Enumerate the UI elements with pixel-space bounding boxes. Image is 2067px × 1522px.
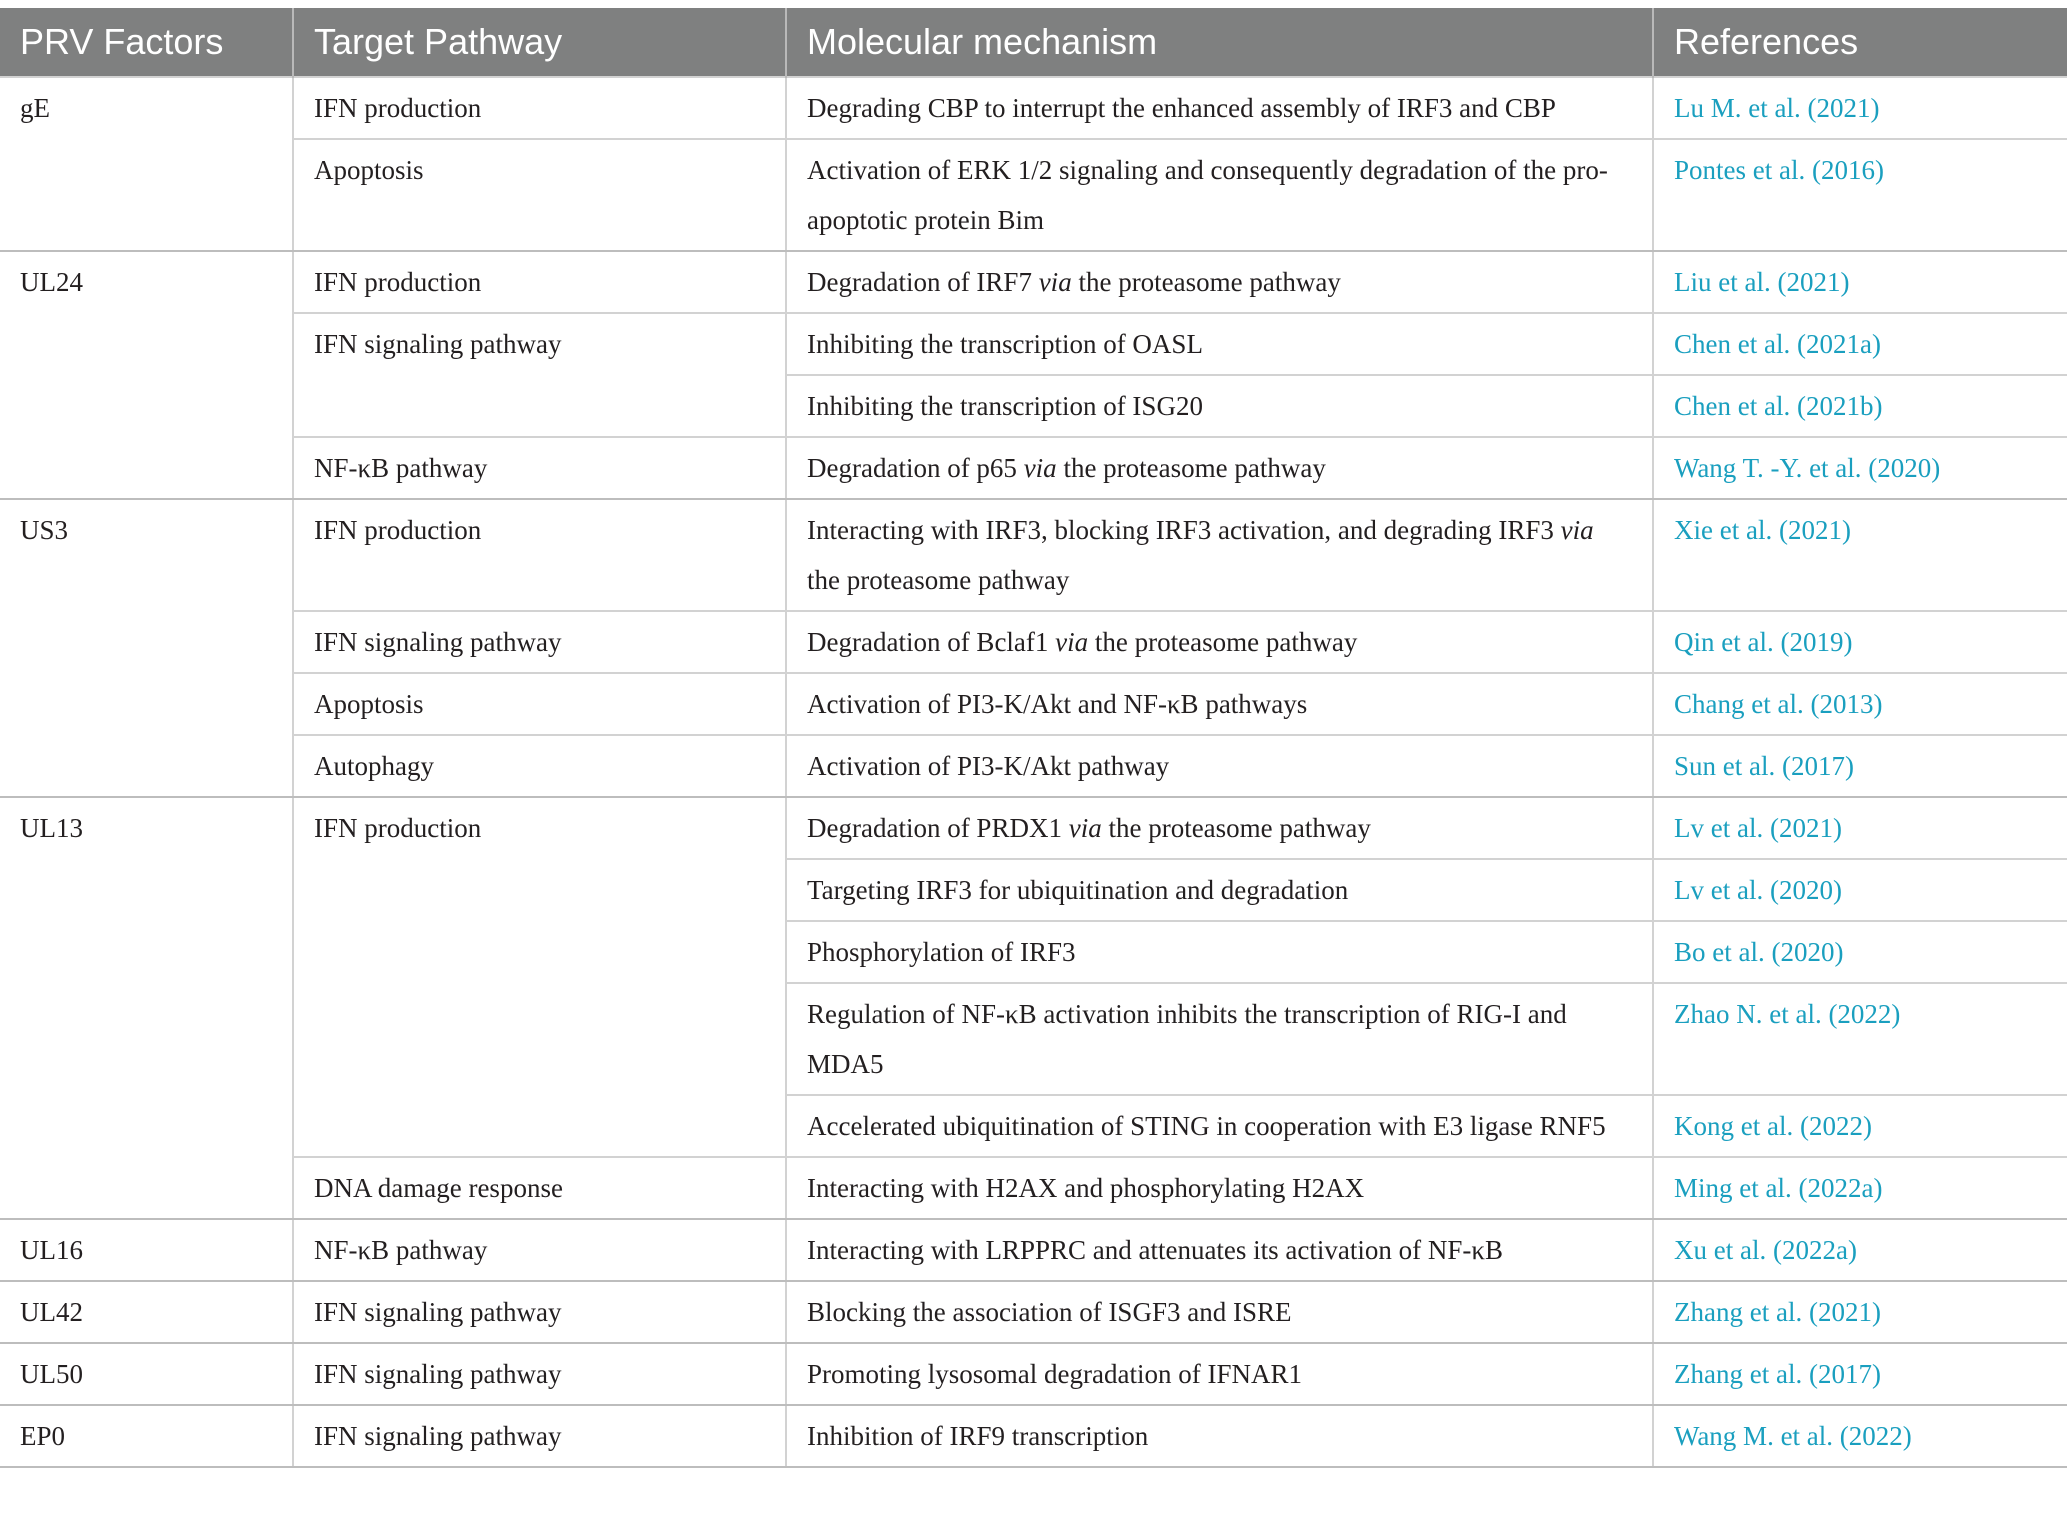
pathway-cell: IFN production [293, 251, 786, 313]
reference-link[interactable]: Pontes et al. (2016) [1653, 139, 2067, 251]
pathway-cell: IFN signaling pathway [293, 1343, 786, 1405]
pathway-cell: NF-κB pathway [293, 437, 786, 499]
mechanism-cell: Inhibiting the transcription of OASL [786, 313, 1653, 375]
reference-link[interactable]: Liu et al. (2021) [1653, 251, 2067, 313]
table-row [0, 1405, 2067, 1467]
header-row [0, 8, 2067, 77]
factor-cell: EP0 [0, 1405, 293, 1467]
reference-link[interactable]: Ming et al. (2022a) [1653, 1157, 2067, 1219]
factor-cell: gE [0, 77, 293, 251]
mechanism-cell: Inhibiting the transcription of ISG20 [786, 375, 1653, 437]
table-row [0, 673, 2067, 735]
reference-link[interactable]: Chen et al. (2021b) [1653, 375, 2067, 437]
reference-link[interactable]: Xie et al. (2021) [1653, 499, 2067, 611]
reference-link[interactable]: Kong et al. (2022) [1653, 1095, 2067, 1157]
mechanism-cell: Degradation of p65 via the proteasome pathway [786, 437, 1653, 499]
pathway-cell: Autophagy [293, 735, 786, 797]
table-row [0, 1219, 2067, 1281]
reference-link[interactable]: Chen et al. (2021a) [1653, 313, 2067, 375]
reference-link[interactable]: Lv et al. (2020) [1653, 859, 2067, 921]
pathway-cell: IFN production [293, 77, 786, 139]
table-row [0, 77, 2067, 139]
pathway-cell: DNA damage response [293, 1157, 786, 1219]
mechanism-cell: Interacting with LRPPRC and attenuates its activation of NF-κB [786, 1219, 1653, 1281]
pathway-cell: Apoptosis [293, 673, 786, 735]
mechanism-cell: Activation of PI3-K/Akt pathway [786, 735, 1653, 797]
table-row [0, 139, 2067, 251]
pathway-cell: IFN signaling pathway [293, 313, 786, 437]
mechanism-cell: Accelerated ubiquitination of STING in cooperation with E3 ligase RNF5 [786, 1095, 1653, 1157]
header-molecular-mechanism: Molecular mechanism [786, 8, 1653, 77]
table-row [0, 499, 2067, 611]
reference-link[interactable]: Zhang et al. (2021) [1653, 1281, 2067, 1343]
reference-link[interactable]: Chang et al. (2013) [1653, 673, 2067, 735]
table-row [0, 437, 2067, 499]
factor-cell: UL42 [0, 1281, 293, 1343]
pathway-cell: NF-κB pathway [293, 1219, 786, 1281]
factor-cell: UL16 [0, 1219, 293, 1281]
pathway-cell: IFN signaling pathway [293, 1405, 786, 1467]
reference-link[interactable]: Sun et al. (2017) [1653, 735, 2067, 797]
mechanism-cell: Phosphorylation of IRF3 [786, 921, 1653, 983]
reference-link[interactable]: Xu et al. (2022a) [1653, 1219, 2067, 1281]
mechanism-cell: Inhibition of IRF9 transcription [786, 1405, 1653, 1467]
mechanism-cell: Promoting lysosomal degradation of IFNAR1 [786, 1343, 1653, 1405]
factor-cell: UL13 [0, 797, 293, 1219]
reference-link[interactable]: Wang T. -Y. et al. (2020) [1653, 437, 2067, 499]
reference-link[interactable]: Zhang et al. (2017) [1653, 1343, 2067, 1405]
mechanism-cell: Regulation of NF-κB activation inhibits the transcription of RIG-I and MDA5 [786, 983, 1653, 1095]
reference-link[interactable]: Lu M. et al. (2021) [1653, 77, 2067, 139]
mechanism-cell: Degradation of Bclaf1 via the proteasome pathway [786, 611, 1653, 673]
reference-link[interactable]: Qin et al. (2019) [1653, 611, 2067, 673]
mechanism-cell: Interacting with H2AX and phosphorylating H2AX [786, 1157, 1653, 1219]
pathway-cell: IFN signaling pathway [293, 611, 786, 673]
table-row [0, 611, 2067, 673]
table-row [0, 1157, 2067, 1219]
table-row [0, 735, 2067, 797]
header-references: References [1653, 8, 2067, 77]
table-row [0, 1343, 2067, 1405]
pathway-cell: IFN production [293, 499, 786, 611]
table-row [0, 797, 2067, 859]
mechanism-cell: Blocking the association of ISGF3 and ISRE [786, 1281, 1653, 1343]
mechanism-cell: Degrading CBP to interrupt the enhanced assembly of IRF3 and CBP [786, 77, 1653, 139]
reference-link[interactable]: Wang M. et al. (2022) [1653, 1405, 2067, 1467]
prv-factors-table [0, 8, 2067, 1468]
factor-cell: UL24 [0, 251, 293, 499]
pathway-cell: IFN production [293, 797, 786, 1157]
mechanism-cell: Degradation of IRF7 via the proteasome pathway [786, 251, 1653, 313]
table-row [0, 1281, 2067, 1343]
mechanism-cell: Activation of ERK 1/2 signaling and consequently degradation of the pro-apoptotic protein Bim [786, 139, 1653, 251]
mechanism-cell: Degradation of PRDX1 via the proteasome pathway [786, 797, 1653, 859]
mechanism-cell: Activation of PI3-K/Akt and NF-κB pathways [786, 673, 1653, 735]
pathway-cell: IFN signaling pathway [293, 1281, 786, 1343]
mechanism-cell: Targeting IRF3 for ubiquitination and degradation [786, 859, 1653, 921]
pathway-cell: Apoptosis [293, 139, 786, 251]
table-row [0, 251, 2067, 313]
reference-link[interactable]: Zhao N. et al. (2022) [1653, 983, 2067, 1095]
header-prv-factors: PRV Factors [0, 8, 293, 77]
factor-cell: US3 [0, 499, 293, 797]
mechanism-cell: Interacting with IRF3, blocking IRF3 activation, and degrading IRF3 via the proteasome pathway [786, 499, 1653, 611]
factor-cell: UL50 [0, 1343, 293, 1405]
table-row [0, 313, 2067, 375]
reference-link[interactable]: Lv et al. (2021) [1653, 797, 2067, 859]
reference-link[interactable]: Bo et al. (2020) [1653, 921, 2067, 983]
header-target-pathway: Target Pathway [293, 8, 786, 77]
